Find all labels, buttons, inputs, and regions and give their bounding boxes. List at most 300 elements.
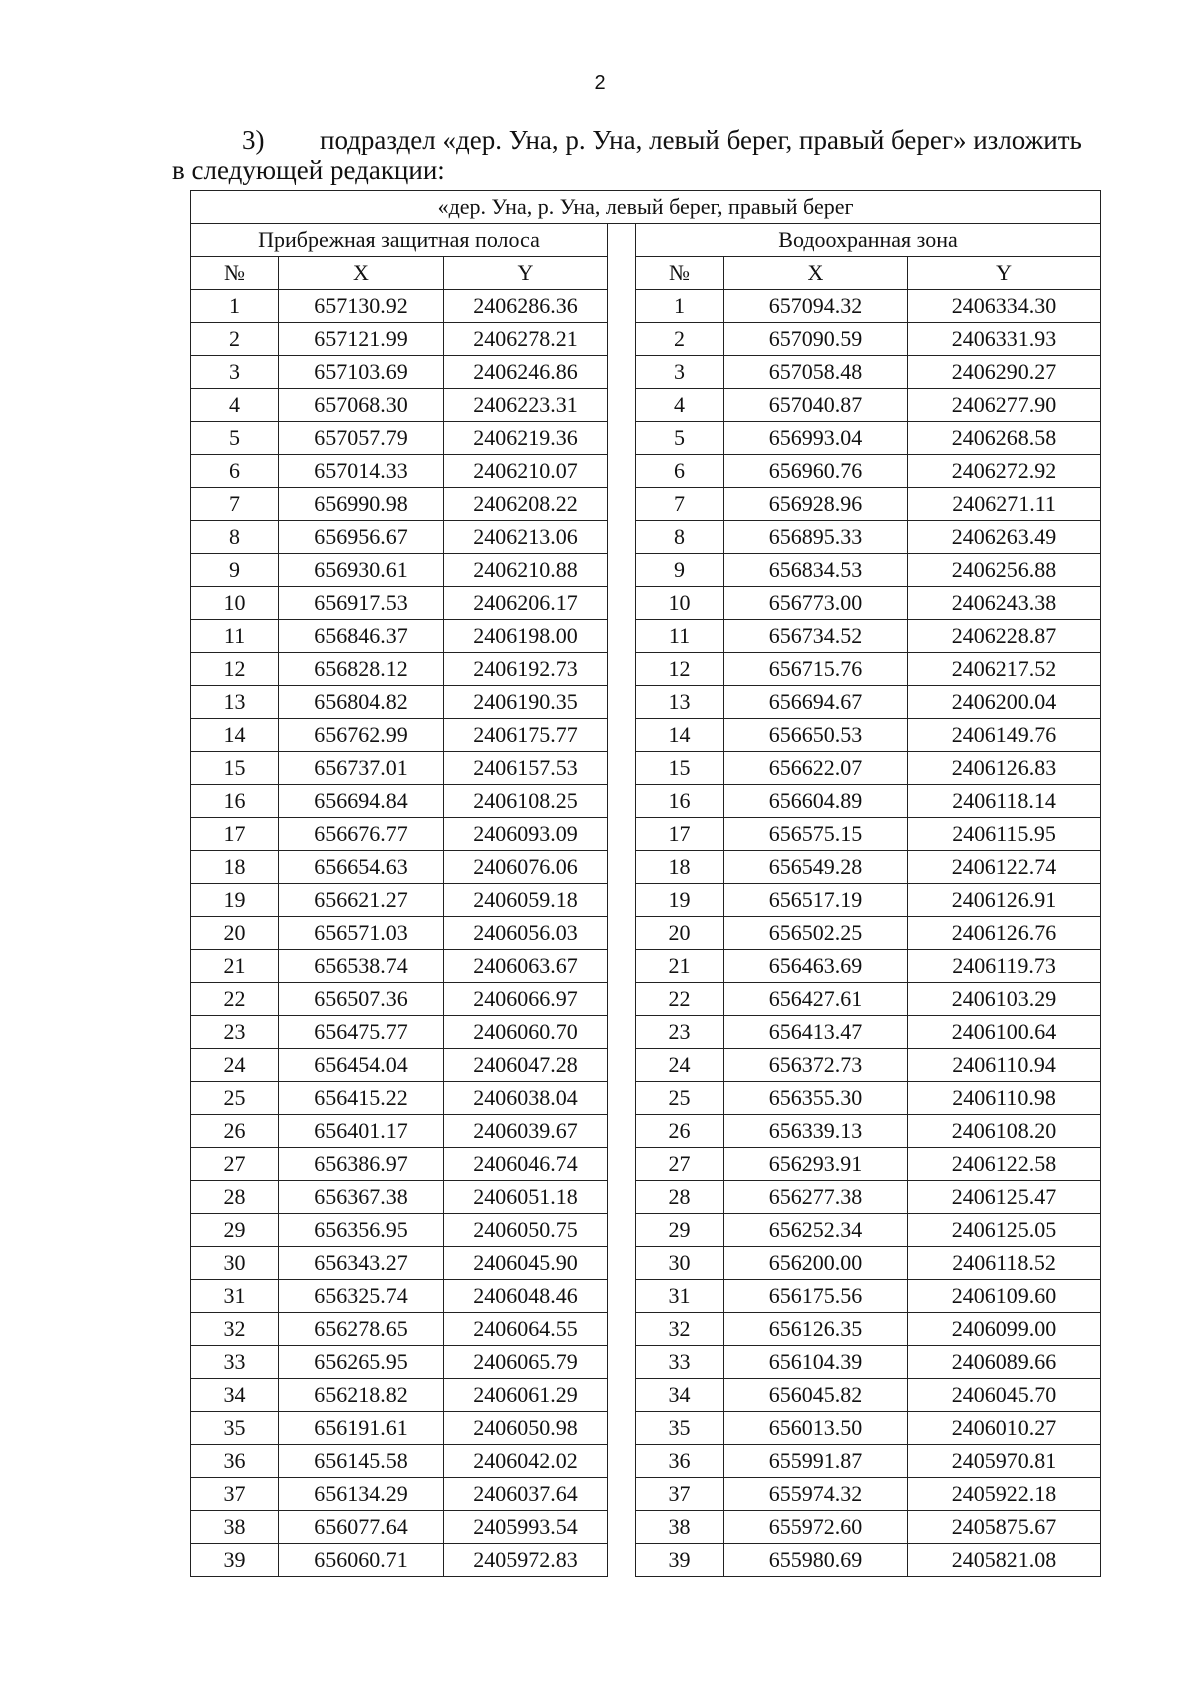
left-cell-y: 2406059.18: [444, 884, 608, 917]
right-cell-y: 2406243.38: [908, 587, 1101, 620]
right-cell-x: 656604.89: [724, 785, 908, 818]
column-gap: [608, 884, 636, 917]
right-cell-x: 656895.33: [724, 521, 908, 554]
right-cell-y: 2406110.98: [908, 1082, 1101, 1115]
left-cell-y: 2406192.73: [444, 653, 608, 686]
left-cell-y: 2406093.09: [444, 818, 608, 851]
column-gap: [608, 1511, 636, 1544]
table-row: [191, 1247, 1101, 1280]
right-cell-number: 3: [636, 356, 724, 389]
left-cell-x: 657014.33: [279, 455, 444, 488]
right-cell-y: 2406109.60: [908, 1280, 1101, 1313]
column-header-row: [191, 257, 1101, 290]
right-cell-number: 2: [636, 323, 724, 356]
left-cell-y: 2406175.77: [444, 719, 608, 752]
right-cell-number: 9: [636, 554, 724, 587]
column-gap: [608, 1115, 636, 1148]
right-cell-y: 2406126.83: [908, 752, 1101, 785]
right-cell-number: 37: [636, 1478, 724, 1511]
left-cell-x: 656386.97: [279, 1148, 444, 1181]
left-cell-y: 2406223.31: [444, 389, 608, 422]
intro-text-1: подраздел «дер. Уна, р. Уна, левый берег, правый берег» изложить: [320, 125, 1082, 155]
right-cell-number: 18: [636, 851, 724, 884]
column-gap: [608, 290, 636, 323]
column-gap: [608, 224, 636, 257]
right-cell-y: 2406271.11: [908, 488, 1101, 521]
right-cell-y: 2406110.94: [908, 1049, 1101, 1082]
right-col-header-x: X: [724, 257, 908, 290]
left-cell-y: 2406039.67: [444, 1115, 608, 1148]
right-cell-y: 2406272.92: [908, 455, 1101, 488]
right-cell-number: 21: [636, 950, 724, 983]
right-cell-y: 2405875.67: [908, 1511, 1101, 1544]
left-cell-number: 38: [191, 1511, 279, 1544]
right-cell-number: 23: [636, 1016, 724, 1049]
intro-line-2: в следующей редакции:: [172, 155, 445, 185]
right-cell-x: 656413.47: [724, 1016, 908, 1049]
right-cell-y: 2406118.14: [908, 785, 1101, 818]
left-cell-x: 656737.01: [279, 752, 444, 785]
right-cell-y: 2406200.04: [908, 686, 1101, 719]
left-cell-x: 656694.84: [279, 785, 444, 818]
right-cell-x: 656502.25: [724, 917, 908, 950]
right-cell-x: 656277.38: [724, 1181, 908, 1214]
column-gap: [608, 1247, 636, 1280]
column-gap: [608, 752, 636, 785]
table-row: [191, 1148, 1101, 1181]
column-gap: [608, 950, 636, 983]
table-row: [191, 1313, 1101, 1346]
right-cell-y: 2406290.27: [908, 356, 1101, 389]
table-title-row: [191, 191, 1101, 224]
left-cell-x: 656145.58: [279, 1445, 444, 1478]
right-cell-number: 25: [636, 1082, 724, 1115]
left-cell-y: 2406042.02: [444, 1445, 608, 1478]
left-cell-y: 2406047.28: [444, 1049, 608, 1082]
right-cell-y: 2406217.52: [908, 653, 1101, 686]
column-gap: [608, 1445, 636, 1478]
column-gap: [608, 983, 636, 1016]
left-cell-y: 2406198.00: [444, 620, 608, 653]
left-cell-y: 2406219.36: [444, 422, 608, 455]
right-cell-x: 656293.91: [724, 1148, 908, 1181]
right-cell-number: 11: [636, 620, 724, 653]
right-cell-y: 2405970.81: [908, 1445, 1101, 1478]
column-gap: [608, 488, 636, 521]
left-cell-number: 10: [191, 587, 279, 620]
left-cell-number: 32: [191, 1313, 279, 1346]
right-cell-number: 1: [636, 290, 724, 323]
right-cell-number: 32: [636, 1313, 724, 1346]
right-cell-y: 2406228.87: [908, 620, 1101, 653]
column-gap: [608, 653, 636, 686]
left-cell-number: 11: [191, 620, 279, 653]
left-cell-y: 2406066.97: [444, 983, 608, 1016]
left-cell-number: 4: [191, 389, 279, 422]
left-cell-number: 14: [191, 719, 279, 752]
right-cell-x: 656993.04: [724, 422, 908, 455]
left-cell-number: 20: [191, 917, 279, 950]
left-cell-x: 656475.77: [279, 1016, 444, 1049]
table-row: [191, 521, 1101, 554]
table-row: [191, 752, 1101, 785]
table-row: [191, 1412, 1101, 1445]
right-cell-x: 656372.73: [724, 1049, 908, 1082]
left-cell-x: 656846.37: [279, 620, 444, 653]
table-row: [191, 290, 1101, 323]
column-gap: [608, 719, 636, 752]
left-cell-number: 8: [191, 521, 279, 554]
right-cell-number: 17: [636, 818, 724, 851]
right-cell-number: 31: [636, 1280, 724, 1313]
left-col-header-number: №: [191, 257, 279, 290]
left-cell-y: 2406046.74: [444, 1148, 608, 1181]
left-cell-number: 16: [191, 785, 279, 818]
left-cell-number: 39: [191, 1544, 279, 1577]
left-cell-number: 27: [191, 1148, 279, 1181]
right-cell-y: 2406118.52: [908, 1247, 1101, 1280]
list-number: 3): [242, 125, 265, 155]
left-cell-number: 2: [191, 323, 279, 356]
left-cell-number: 5: [191, 422, 279, 455]
table-row: [191, 488, 1101, 521]
right-cell-y: 2406263.49: [908, 521, 1101, 554]
table-row: [191, 1082, 1101, 1115]
right-cell-x: 656013.50: [724, 1412, 908, 1445]
table-row: [191, 422, 1101, 455]
left-cell-y: 2406278.21: [444, 323, 608, 356]
right-cell-y: 2406122.74: [908, 851, 1101, 884]
left-cell-x: 656454.04: [279, 1049, 444, 1082]
table-row: [191, 1016, 1101, 1049]
right-col-header-number: №: [636, 257, 724, 290]
coordinates-table: [190, 190, 1101, 1577]
left-col-header-x: X: [279, 257, 444, 290]
left-cell-number: 19: [191, 884, 279, 917]
left-cell-number: 13: [191, 686, 279, 719]
left-cell-y: 2406286.36: [444, 290, 608, 323]
left-cell-number: 33: [191, 1346, 279, 1379]
left-cell-x: 656325.74: [279, 1280, 444, 1313]
right-cell-x: 657058.48: [724, 356, 908, 389]
left-cell-x: 656060.71: [279, 1544, 444, 1577]
left-cell-x: 657103.69: [279, 356, 444, 389]
left-cell-x: 657068.30: [279, 389, 444, 422]
left-cell-x: 656762.99: [279, 719, 444, 752]
left-cell-x: 656265.95: [279, 1346, 444, 1379]
left-cell-y: 2406050.75: [444, 1214, 608, 1247]
right-cell-x: 657094.32: [724, 290, 908, 323]
left-cell-y: 2406056.03: [444, 917, 608, 950]
table-row: [191, 917, 1101, 950]
right-cell-y: 2405922.18: [908, 1478, 1101, 1511]
table-row: [191, 719, 1101, 752]
left-cell-x: 656676.77: [279, 818, 444, 851]
column-gap: [608, 422, 636, 455]
left-cell-x: 656134.29: [279, 1478, 444, 1511]
left-cell-y: 2406213.06: [444, 521, 608, 554]
right-cell-number: 22: [636, 983, 724, 1016]
right-cell-number: 7: [636, 488, 724, 521]
left-cell-x: 656356.95: [279, 1214, 444, 1247]
right-cell-number: 27: [636, 1148, 724, 1181]
left-cell-y: 2405993.54: [444, 1511, 608, 1544]
left-cell-x: 656828.12: [279, 653, 444, 686]
left-cell-number: 37: [191, 1478, 279, 1511]
left-cell-y: 2406210.07: [444, 455, 608, 488]
right-cell-y: 2406010.27: [908, 1412, 1101, 1445]
left-cell-x: 656956.67: [279, 521, 444, 554]
column-gap: [608, 1049, 636, 1082]
right-cell-x: 656734.52: [724, 620, 908, 653]
right-cell-x: 656175.56: [724, 1280, 908, 1313]
right-cell-x: 656427.61: [724, 983, 908, 1016]
column-gap: [608, 1214, 636, 1247]
right-cell-x: 656200.00: [724, 1247, 908, 1280]
right-cell-number: 33: [636, 1346, 724, 1379]
left-cell-number: 3: [191, 356, 279, 389]
left-cell-number: 24: [191, 1049, 279, 1082]
right-cell-x: 656355.30: [724, 1082, 908, 1115]
table-row: [191, 1181, 1101, 1214]
table-row: [191, 1445, 1101, 1478]
left-cell-y: 2406206.17: [444, 587, 608, 620]
column-gap: [608, 1346, 636, 1379]
column-gap: [608, 1478, 636, 1511]
left-cell-x: 657121.99: [279, 323, 444, 356]
column-gap: [608, 1280, 636, 1313]
table-title: «дер. Уна, р. Уна, левый берег, правый берег: [191, 191, 1101, 224]
right-cell-x: 657040.87: [724, 389, 908, 422]
table-row: [191, 686, 1101, 719]
left-cell-number: 23: [191, 1016, 279, 1049]
right-cell-x: 656517.19: [724, 884, 908, 917]
right-cell-number: 34: [636, 1379, 724, 1412]
table-row: [191, 1544, 1101, 1577]
left-cell-y: 2406208.22: [444, 488, 608, 521]
right-cell-number: 12: [636, 653, 724, 686]
left-cell-number: 35: [191, 1412, 279, 1445]
table-row: [191, 1511, 1101, 1544]
right-cell-x: 656694.67: [724, 686, 908, 719]
right-zone-header: Водоохранная зона: [636, 224, 1101, 257]
right-cell-y: 2406125.05: [908, 1214, 1101, 1247]
table-row: [191, 983, 1101, 1016]
right-cell-x: 656622.07: [724, 752, 908, 785]
intro-paragraph: [172, 125, 1132, 185]
table-row: [191, 1115, 1101, 1148]
left-cell-number: 26: [191, 1115, 279, 1148]
left-cell-number: 36: [191, 1445, 279, 1478]
left-cell-y: 2406064.55: [444, 1313, 608, 1346]
column-gap: [608, 554, 636, 587]
right-cell-y: 2406100.64: [908, 1016, 1101, 1049]
left-cell-number: 21: [191, 950, 279, 983]
right-cell-y: 2406256.88: [908, 554, 1101, 587]
right-cell-number: 28: [636, 1181, 724, 1214]
left-cell-x: 656218.82: [279, 1379, 444, 1412]
left-cell-y: 2406048.46: [444, 1280, 608, 1313]
column-gap: [608, 1379, 636, 1412]
right-cell-x: 656715.76: [724, 653, 908, 686]
table-row: [191, 950, 1101, 983]
left-cell-x: 656917.53: [279, 587, 444, 620]
column-gap: [608, 620, 636, 653]
table-row: [191, 323, 1101, 356]
right-cell-y: 2406126.91: [908, 884, 1101, 917]
right-cell-number: 10: [636, 587, 724, 620]
right-cell-number: 15: [636, 752, 724, 785]
right-cell-y: 2406125.47: [908, 1181, 1101, 1214]
right-cell-y: 2406099.00: [908, 1313, 1101, 1346]
column-gap: [608, 1082, 636, 1115]
table-row: [191, 554, 1101, 587]
right-cell-x: 656928.96: [724, 488, 908, 521]
table-row: [191, 1214, 1101, 1247]
left-cell-y: 2406051.18: [444, 1181, 608, 1214]
column-gap: [608, 785, 636, 818]
left-cell-x: 656990.98: [279, 488, 444, 521]
table-row: [191, 356, 1101, 389]
left-cell-x: 656343.27: [279, 1247, 444, 1280]
left-cell-number: 7: [191, 488, 279, 521]
table-row: [191, 653, 1101, 686]
column-gap: [608, 1148, 636, 1181]
left-cell-x: 656571.03: [279, 917, 444, 950]
right-cell-y: 2406108.20: [908, 1115, 1101, 1148]
table-row: [191, 1346, 1101, 1379]
intro-line-1: [172, 125, 1132, 155]
column-gap: [608, 1544, 636, 1577]
left-cell-x: 656621.27: [279, 884, 444, 917]
column-gap: [608, 1313, 636, 1346]
column-gap: [608, 1412, 636, 1445]
right-cell-number: 4: [636, 389, 724, 422]
right-cell-number: 6: [636, 455, 724, 488]
left-cell-x: 657130.92: [279, 290, 444, 323]
table-row: [191, 785, 1101, 818]
right-cell-x: 655991.87: [724, 1445, 908, 1478]
right-cell-number: 26: [636, 1115, 724, 1148]
right-cell-x: 656834.53: [724, 554, 908, 587]
right-cell-number: 39: [636, 1544, 724, 1577]
left-cell-number: 15: [191, 752, 279, 785]
right-cell-y: 2406115.95: [908, 818, 1101, 851]
right-cell-x: 656252.34: [724, 1214, 908, 1247]
table-row: [191, 587, 1101, 620]
table-row: [191, 1478, 1101, 1511]
right-cell-number: 35: [636, 1412, 724, 1445]
left-cell-number: 1: [191, 290, 279, 323]
right-cell-y: 2406089.66: [908, 1346, 1101, 1379]
zone-header-row: [191, 224, 1101, 257]
right-cell-x: 656549.28: [724, 851, 908, 884]
right-cell-number: 38: [636, 1511, 724, 1544]
right-cell-x: 655972.60: [724, 1511, 908, 1544]
left-cell-number: 31: [191, 1280, 279, 1313]
right-cell-x: 657090.59: [724, 323, 908, 356]
left-cell-y: 2406038.04: [444, 1082, 608, 1115]
left-cell-number: 17: [191, 818, 279, 851]
left-cell-x: 656278.65: [279, 1313, 444, 1346]
page-number: 2: [594, 72, 606, 94]
right-cell-number: 29: [636, 1214, 724, 1247]
left-cell-y: 2406063.67: [444, 950, 608, 983]
table-row: [191, 389, 1101, 422]
left-cell-number: 12: [191, 653, 279, 686]
left-cell-x: 656804.82: [279, 686, 444, 719]
left-cell-x: 656401.17: [279, 1115, 444, 1148]
right-cell-x: 656339.13: [724, 1115, 908, 1148]
right-cell-x: 656463.69: [724, 950, 908, 983]
column-gap: [608, 455, 636, 488]
table-row: [191, 884, 1101, 917]
right-cell-y: 2406122.58: [908, 1148, 1101, 1181]
left-cell-x: 656930.61: [279, 554, 444, 587]
left-cell-y: 2406190.35: [444, 686, 608, 719]
right-cell-y: 2406277.90: [908, 389, 1101, 422]
table-row: [191, 1379, 1101, 1412]
right-cell-number: 36: [636, 1445, 724, 1478]
column-gap: [608, 1016, 636, 1049]
right-cell-x: 655974.32: [724, 1478, 908, 1511]
right-col-header-y: Y: [908, 257, 1101, 290]
right-cell-y: 2406149.76: [908, 719, 1101, 752]
left-cell-number: 28: [191, 1181, 279, 1214]
left-cell-y: 2406108.25: [444, 785, 608, 818]
column-gap: [608, 818, 636, 851]
left-cell-y: 2406045.90: [444, 1247, 608, 1280]
left-zone-header: Прибрежная защитная полоса: [191, 224, 608, 257]
right-cell-number: 30: [636, 1247, 724, 1280]
left-cell-number: 34: [191, 1379, 279, 1412]
table-row: [191, 818, 1101, 851]
left-cell-y: 2405972.83: [444, 1544, 608, 1577]
right-cell-y: 2405821.08: [908, 1544, 1101, 1577]
column-gap: [608, 851, 636, 884]
right-cell-y: 2406268.58: [908, 422, 1101, 455]
left-cell-y: 2406065.79: [444, 1346, 608, 1379]
right-cell-number: 8: [636, 521, 724, 554]
right-cell-x: 656960.76: [724, 455, 908, 488]
table-row: [191, 455, 1101, 488]
left-cell-number: 6: [191, 455, 279, 488]
left-cell-x: 656538.74: [279, 950, 444, 983]
right-cell-number: 20: [636, 917, 724, 950]
left-cell-number: 18: [191, 851, 279, 884]
right-cell-number: 14: [636, 719, 724, 752]
left-cell-number: 30: [191, 1247, 279, 1280]
left-col-header-y: Y: [444, 257, 608, 290]
left-cell-y: 2406157.53: [444, 752, 608, 785]
right-cell-y: 2406331.93: [908, 323, 1101, 356]
right-cell-number: 13: [636, 686, 724, 719]
left-cell-number: 9: [191, 554, 279, 587]
column-gap: [608, 356, 636, 389]
right-cell-y: 2406126.76: [908, 917, 1101, 950]
left-cell-x: 656367.38: [279, 1181, 444, 1214]
left-cell-y: 2406050.98: [444, 1412, 608, 1445]
column-gap: [608, 323, 636, 356]
right-cell-y: 2406103.29: [908, 983, 1101, 1016]
column-gap: [608, 686, 636, 719]
left-cell-number: 25: [191, 1082, 279, 1115]
left-cell-number: 22: [191, 983, 279, 1016]
right-cell-x: 656104.39: [724, 1346, 908, 1379]
column-gap: [608, 521, 636, 554]
table-row: [191, 1280, 1101, 1313]
left-cell-x: 656507.36: [279, 983, 444, 1016]
